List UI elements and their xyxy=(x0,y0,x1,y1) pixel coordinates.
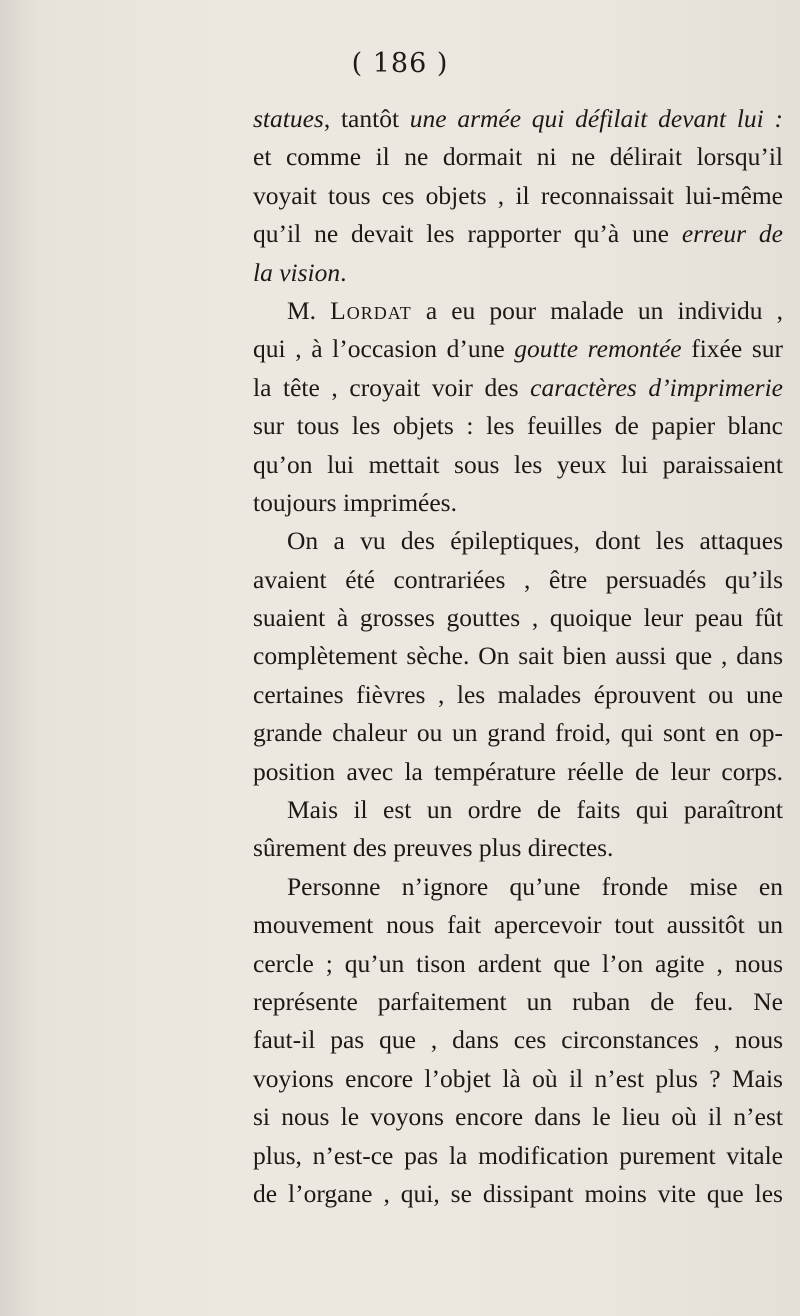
text-line-16: certaines fièvres , les malades éprouvent ou une xyxy=(253,679,783,709)
body-text xyxy=(253,100,783,1213)
text-line-6: M. Lordat a eu pour malade un individu , xyxy=(287,295,783,325)
text-line-8: la tête , croyait voir des caractères d’imprimerie xyxy=(253,372,783,402)
text-line-17: grande chaleur ou un grand froid, qui sont en op- xyxy=(253,718,783,748)
author-name-lordat: Lordat xyxy=(330,295,412,325)
text-line-14: suaient à grosses gouttes , quoique leur peau fût xyxy=(253,603,783,633)
text-line-5: la vision. xyxy=(253,257,347,287)
text-line-13: avaient été contrariées , être persuadés qu’ils xyxy=(253,564,783,594)
text-line-18: position avec la température réelle de leur corps. xyxy=(253,756,783,786)
text-line-15: complètement sèche. On sait bien aussi que , dans xyxy=(253,641,783,671)
page-number: ( 186 ) xyxy=(351,48,449,79)
text-line-28: plus, n’est-ce pas la modification purement vitale xyxy=(253,1140,783,1170)
text-line-10: qu’on lui mettait sous les yeux lui paraissaient xyxy=(253,449,783,479)
text-line-3: voyait tous ces objets , il reconnaissait lui-même xyxy=(253,180,783,210)
text-line-24: représente parfaitement un ruban de feu. Ne xyxy=(253,986,783,1016)
text-line-20: sûrement des preuves plus directes. xyxy=(253,833,614,863)
text-line-25: faut-il pas que , dans ces circonstances , nous xyxy=(253,1025,783,1055)
page-gutter-shadow xyxy=(0,0,40,1316)
text-line-27: si nous le voyons encore dans le lieu où il n’est xyxy=(253,1102,783,1132)
text-line-23: cercle ; qu’un tison ardent que l’on agite , nous xyxy=(253,948,783,978)
text-line-9: sur tous les objets : les feuilles de papier blanc xyxy=(253,411,783,441)
text-line-4: qu’il ne devait les rapporter qu’à une erreur de xyxy=(253,219,784,249)
text-line-1: statues, tantôt une armée qui défilait devant lui : xyxy=(253,104,783,133)
text-line-29: de l’organe , qui, se dissipant moins vite que les xyxy=(253,1178,783,1208)
text-line-21: Personne n’ignore qu’une fronde mise en xyxy=(287,871,783,901)
text-line-11: toujours imprimées. xyxy=(253,487,457,517)
text-line-22: mouvement nous fait apercevoir tout aussitôt un xyxy=(253,910,783,940)
text-line-2: et comme il ne dormait ni ne délirait lorsqu’il xyxy=(253,142,783,172)
text-line-12: On a vu des épileptiques, dont les attaques xyxy=(287,526,783,556)
text-line-19: Mais il est un ordre de faits qui paraîtront xyxy=(287,795,783,825)
text-line-26: voyions encore l’objet là où il n’est plus ? Mais xyxy=(253,1063,783,1093)
text-line-7: qui , à l’occasion d’une goutte remontée fixée sur xyxy=(253,334,783,364)
